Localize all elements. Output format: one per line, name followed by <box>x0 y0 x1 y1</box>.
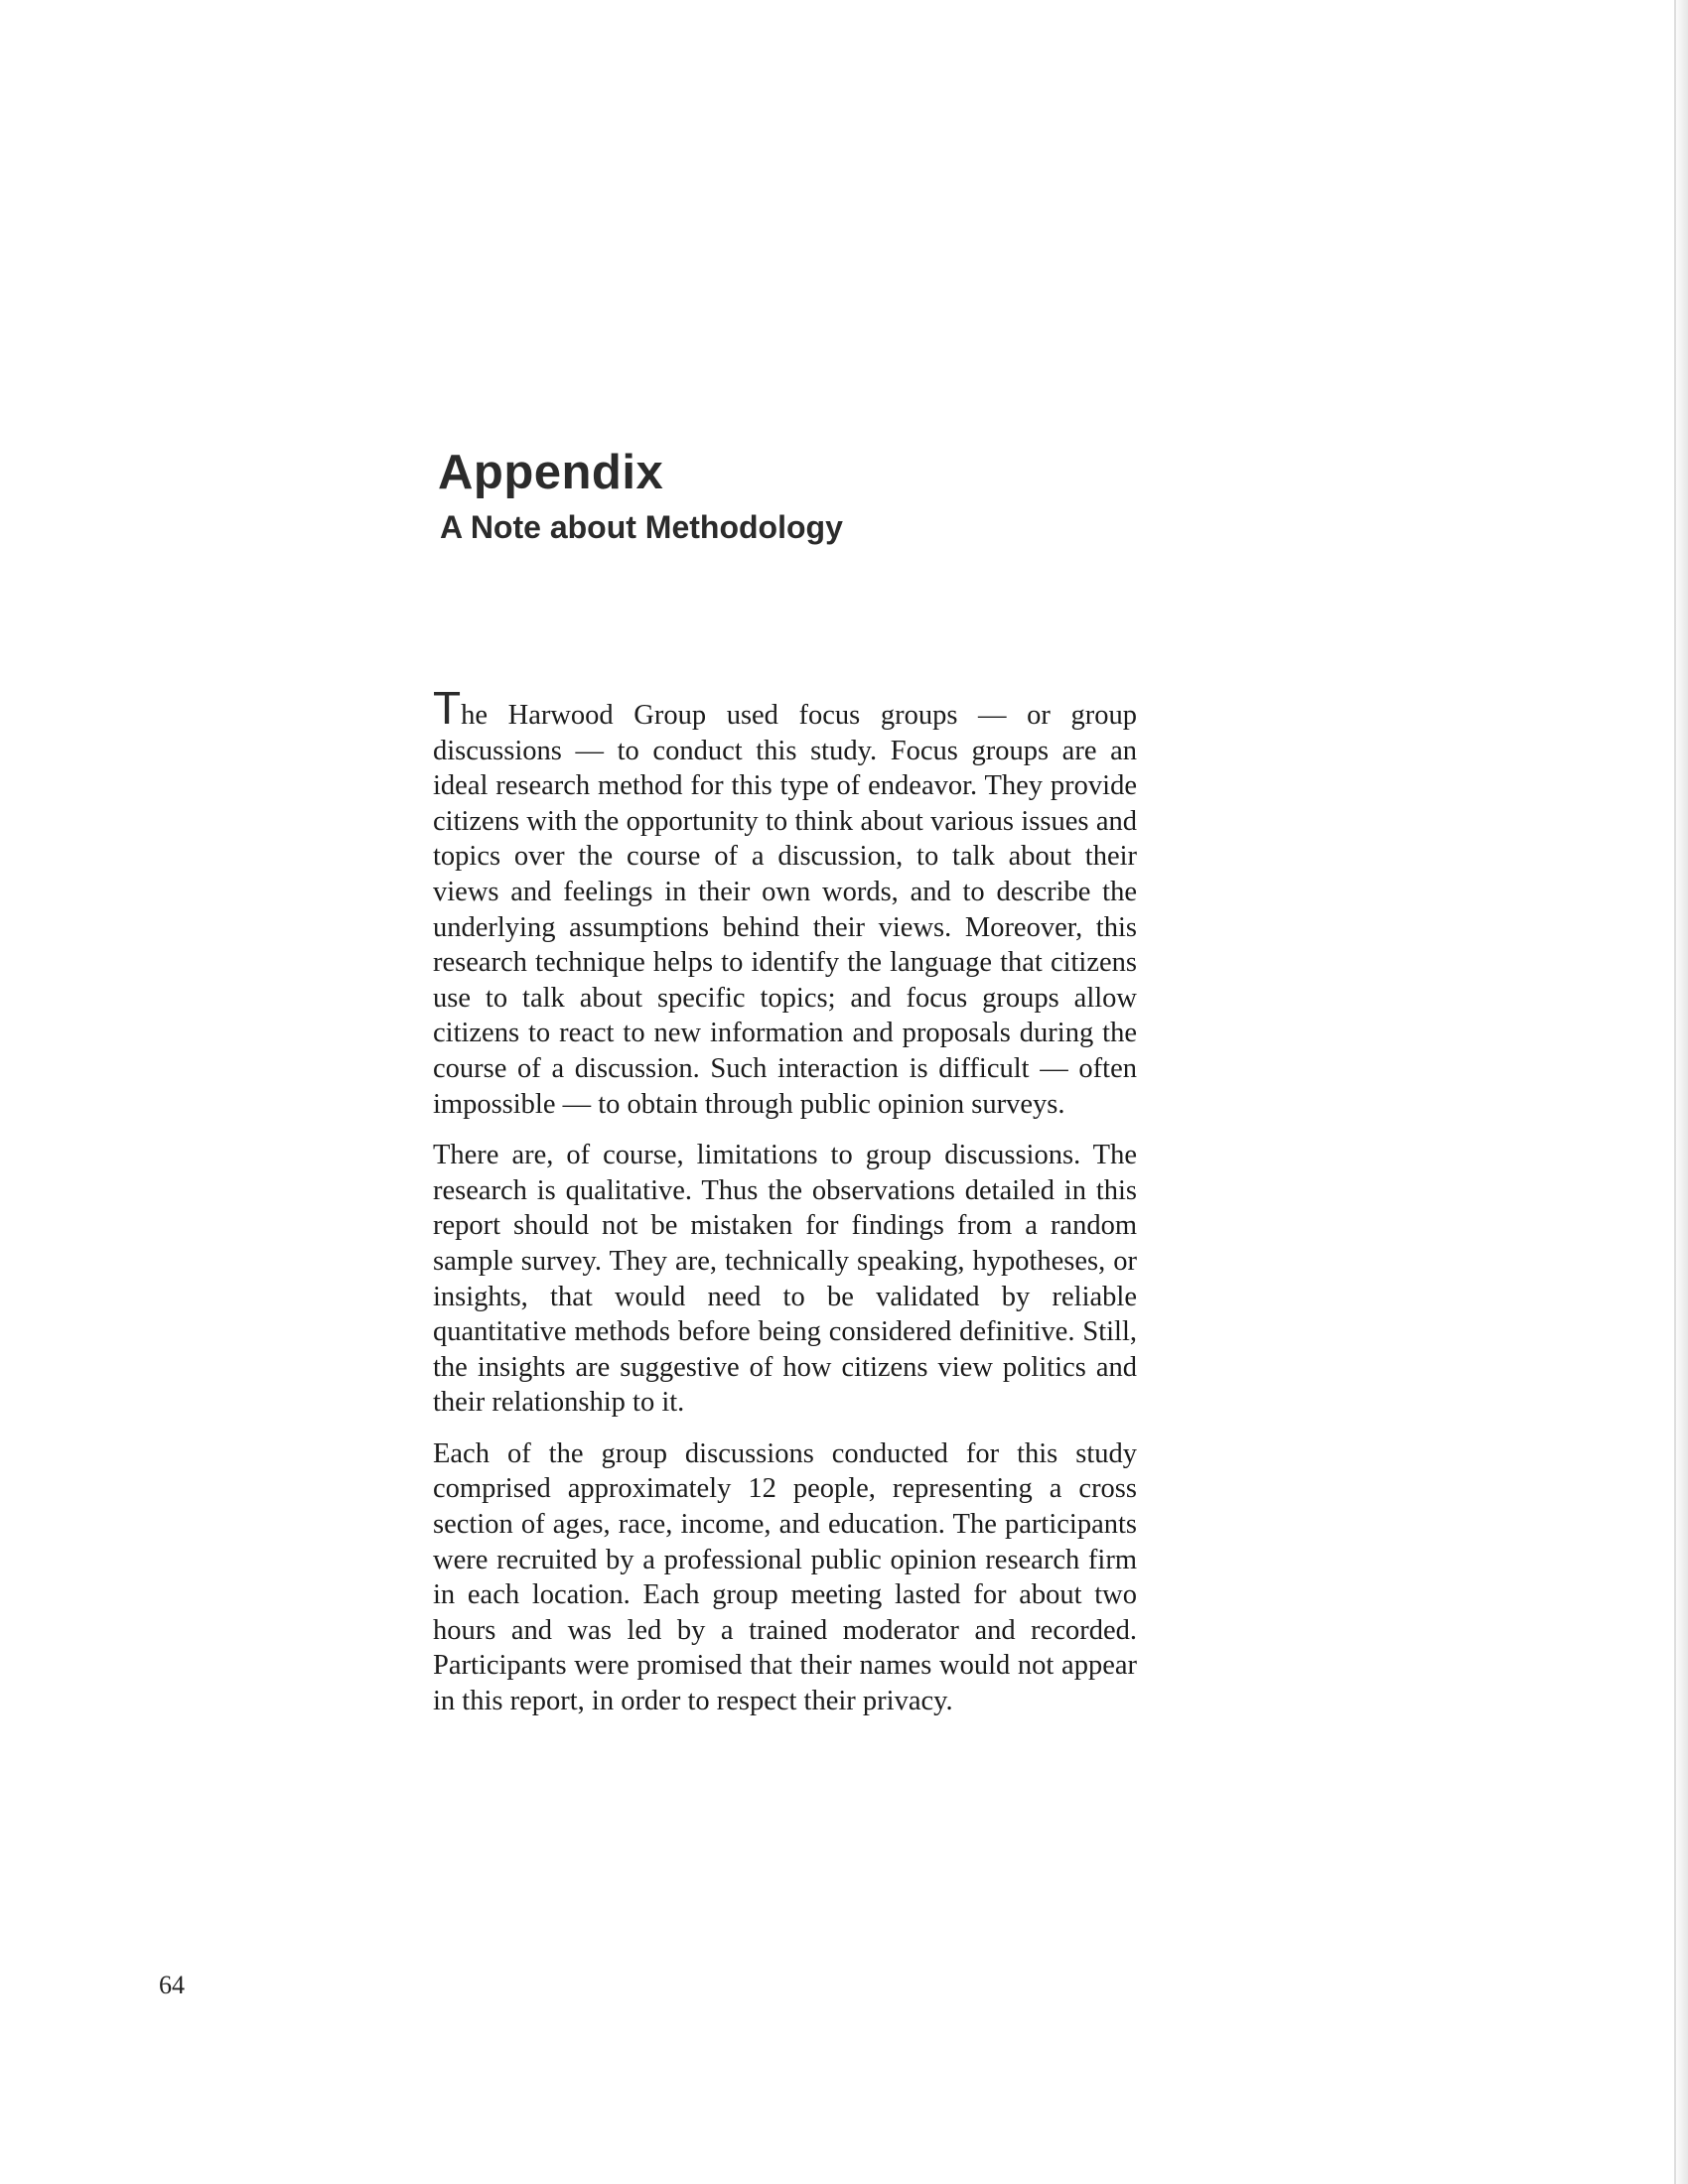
paragraph-3: Each of the group discussions conducted for this study comprised approximately 12 people, representing a cross section of ages, race, income, and education. The participants were recruited by a professional public opinion research firm in each location. Each group meeting lasted for about two hours and was led by a trained moderator and recorded. Participants were promised that their names would not appear in this report, in order to respect their privacy. <box>433 1437 1137 1717</box>
page-subtitle: A Note about Methodology <box>440 509 843 545</box>
page-number: 64 <box>159 1971 185 1999</box>
drop-cap: T <box>433 682 462 734</box>
paragraph-1-text: he Harwood Group used focus groups — or group discussions — to conduct this study. Focus groups are an ideal research method for this type of endeavor. They provide citizens with the opportunity to think about various issues and topics over the course of a discussion, to talk about their views and feelings in their own words, and to describe the underlying assumptions behind their views. Moreover, this research technique helps to identify the language that citizens use to talk about specific topics; and focus groups allow citizens to react to new information and proposals during the course of a discussion. Such interaction is difficult — often impossible — to obtain through public opinion surveys. <box>433 700 1137 1120</box>
heading-block <box>438 446 1332 545</box>
page-title: Appendix <box>438 446 664 499</box>
paragraph-2: There are, of course, limitations to group discussions. The research is qualitative. Thus the observations detailed in this report should not be mistaken for findings from a random sample survey. They are, technically speaking, hypotheses, or insights, that would need to be validated by reliable quantitative methods before being considered definitive. Still, the insights are suggestive of how citizens view politics and their relationship to it. <box>433 1140 1137 1419</box>
page-shadow <box>1674 0 1688 2184</box>
body-text <box>433 682 1137 1735</box>
paragraph-1 <box>433 682 1137 1122</box>
